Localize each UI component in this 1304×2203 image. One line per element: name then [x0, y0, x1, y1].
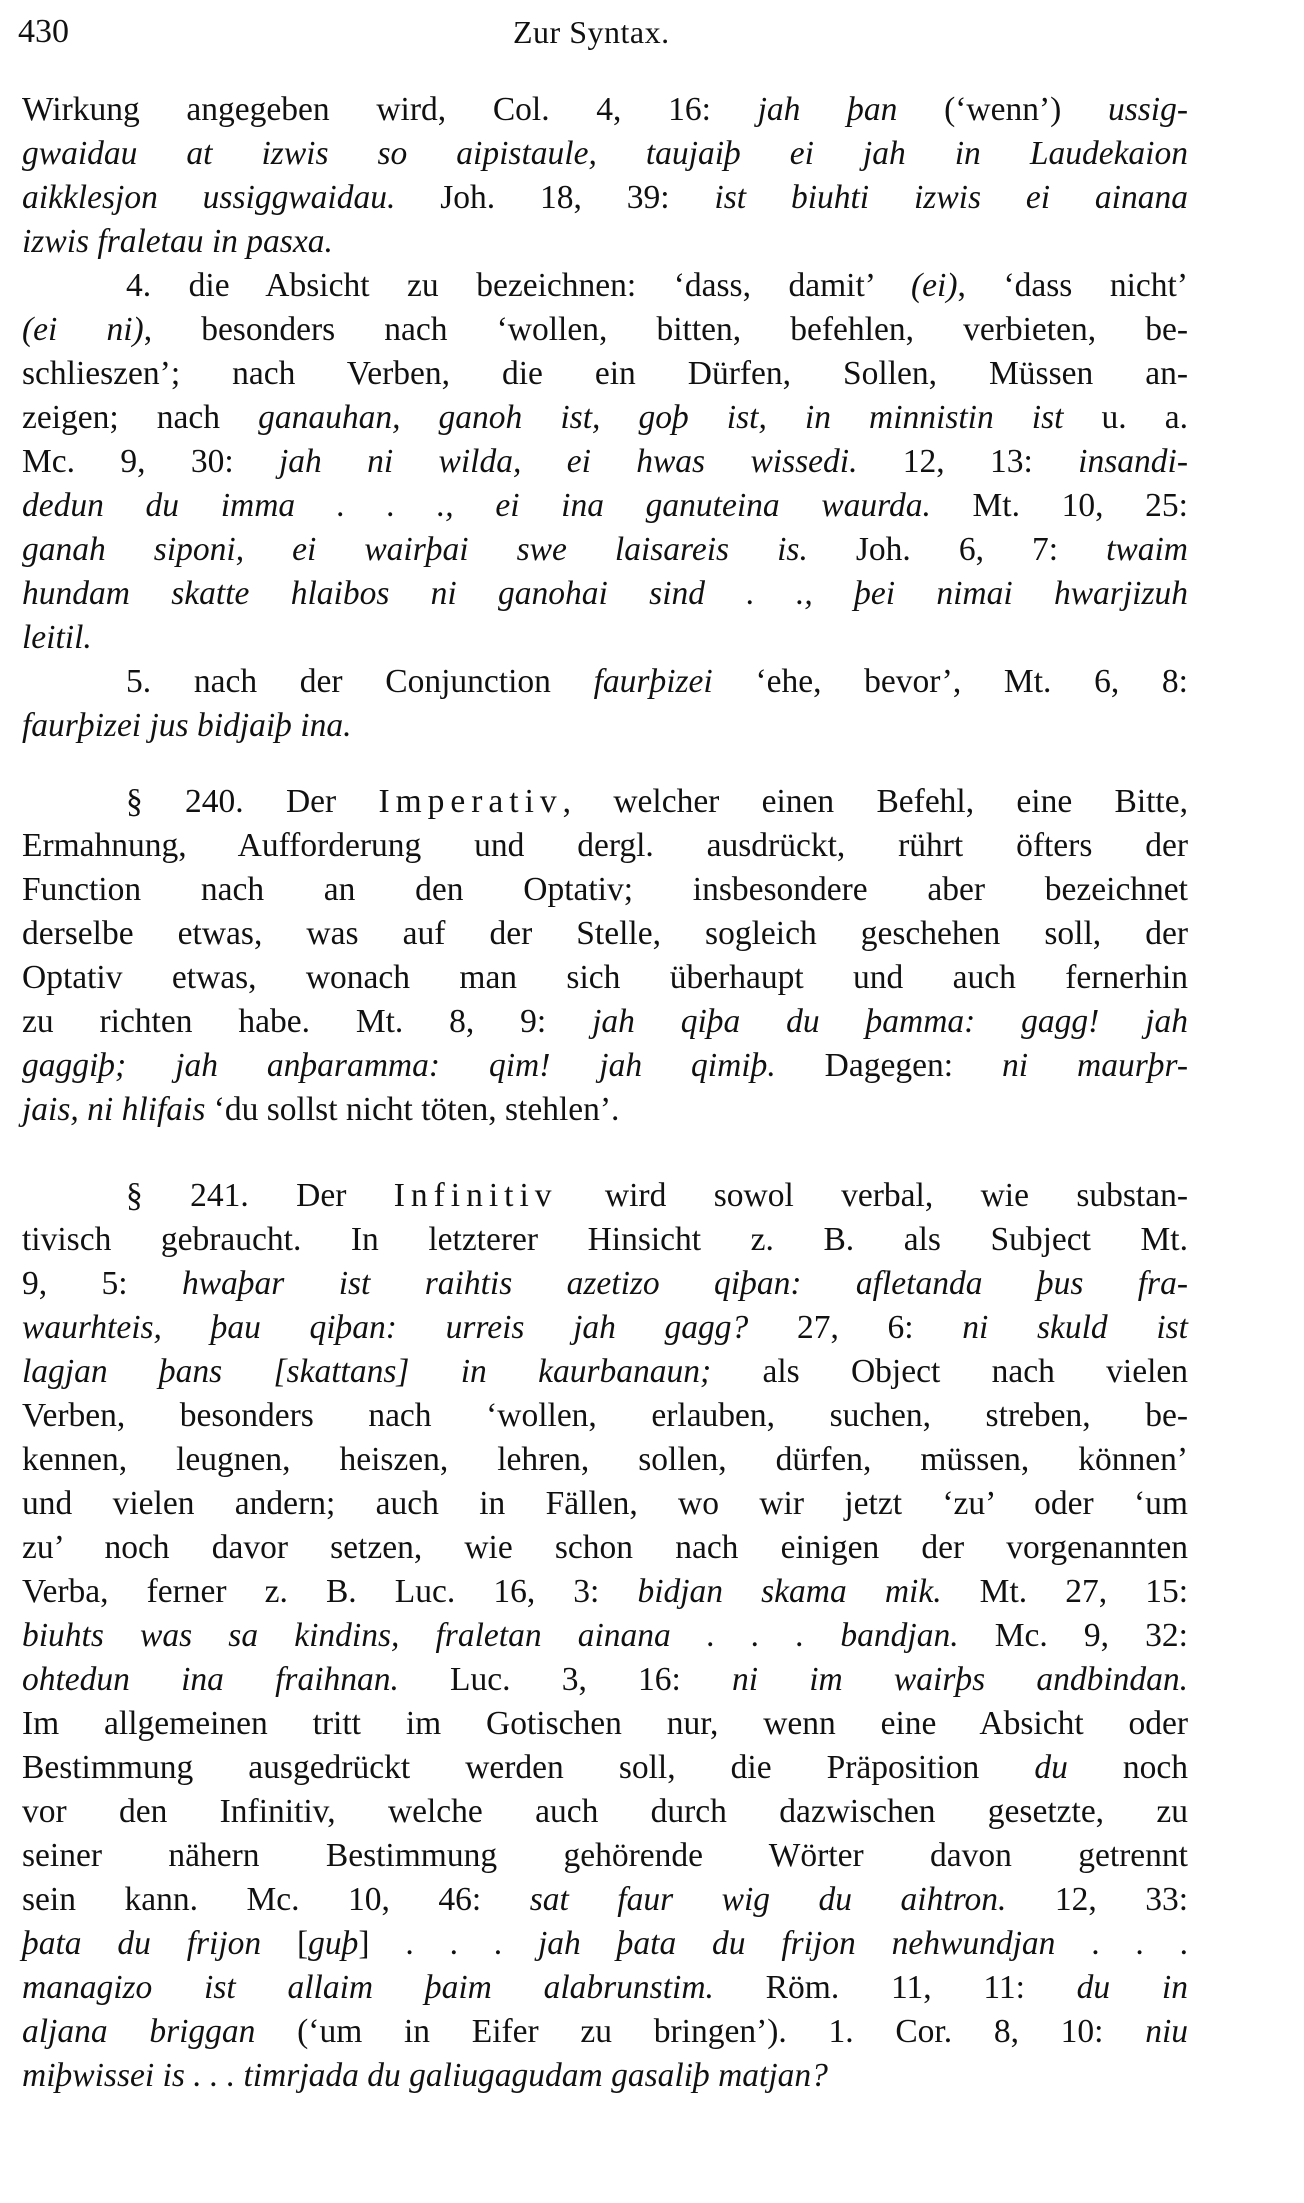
text-run: 27, 6: — [748, 1309, 963, 1346]
gothic-quote: faurþizei jus bidjaiþ ina. — [22, 707, 352, 744]
text-run: ‘du sollst nicht töten, stehlen’. — [205, 1091, 620, 1128]
gothic-quote: jah qiþa du þamma: gagg! jah — [592, 1003, 1188, 1040]
text-run: wird sowol verbal, wie substan- — [557, 1177, 1189, 1214]
text-line — [22, 308, 1188, 352]
text-line — [22, 1658, 1188, 1702]
text-line — [22, 660, 1188, 704]
running-head: Zur Syntax. — [513, 14, 670, 50]
gothic-quote: sat faur wig du aihtron. — [529, 1881, 1007, 1918]
text-run: zu’ noch davor setzen, wie schon nach einigen der vorgenannten — [22, 1529, 1188, 1566]
text-line — [22, 824, 1188, 868]
gothic-quote: insandi- — [1078, 443, 1188, 480]
text-line — [22, 1966, 1188, 2010]
text-line — [22, 1614, 1188, 1658]
text-line — [22, 528, 1188, 572]
text-line — [22, 2054, 1188, 2098]
gothic-quote: dedun du imma . . ., ei ina ganuteina waurda. — [22, 487, 931, 524]
text-run: (‘wenn’) — [897, 91, 1108, 128]
gothic-quote: du — [1034, 1749, 1068, 1786]
text-line — [22, 956, 1188, 1000]
text-line — [22, 2010, 1188, 2054]
gothic-quote: faurþizei — [593, 663, 713, 700]
gothic-quote: jah þata du frijon nehwundjan — [538, 1925, 1056, 1962]
gothic-quote: jah þan — [757, 91, 898, 128]
text-run: 12, 33: — [1006, 1881, 1189, 1918]
text-line — [22, 1570, 1188, 1614]
text-line — [22, 1482, 1188, 1526]
text-run: und vielen andern; auch in Fällen, wo wir jetzt ‘zu’ oder ‘um — [22, 1485, 1188, 1522]
text-run: 9, 5: — [22, 1265, 182, 1302]
gothic-quote: izwis fraletau in pasxa. — [22, 223, 333, 260]
text-line — [22, 1174, 1188, 1218]
text-run: Ermahnung, Aufforderung und dergl. ausdrückt, rührt öfters der — [22, 827, 1188, 864]
text-run: Röm. 11, 11: — [713, 1969, 1077, 2006]
gothic-quote: ni maurþr- — [1002, 1047, 1189, 1084]
text-run: Mc. 9, 30: — [22, 443, 279, 480]
text-run: Optativ etwas, wonach man sich überhaupt und auch fernerhin — [22, 959, 1188, 996]
text-line — [22, 1790, 1188, 1834]
text-run: seiner nähern Bestimmung gehörende Wörter davon getrennt — [22, 1837, 1188, 1874]
gothic-quote: lagjan þans [skattans] in kaurbanaun; — [22, 1353, 712, 1390]
text-run: ] . . . — [358, 1925, 538, 1962]
text-line — [22, 1394, 1188, 1438]
gothic-quote: du in — [1076, 1969, 1188, 2006]
text-run: , besonders nach ‘wollen, bitten, befehlen, verbieten, be- — [143, 311, 1189, 348]
text-line — [22, 1262, 1188, 1306]
text-line — [22, 780, 1188, 824]
text-line — [22, 88, 1188, 132]
text-run: sein kann. Mc. 10, 46: — [22, 1881, 530, 1918]
gothic-quote: gwaidau at izwis so aipistaule, taujaiþ ei jah in Laudekaion — [22, 135, 1188, 172]
text-line — [22, 1000, 1188, 1044]
text-run: , welcher einen Befehl, eine Bitte, — [562, 783, 1188, 820]
text-run: kennen, leugnen, heiszen, lehren, sollen, dürfen, müssen, können’ — [22, 1441, 1188, 1478]
text-line — [22, 1834, 1188, 1878]
text-line — [22, 572, 1188, 616]
gothic-quote: (ei) — [911, 267, 958, 304]
text-run: Verba, ferner z. B. Luc. 16, 3: — [22, 1573, 638, 1610]
text-run: Joh. 6, 7: — [807, 531, 1107, 568]
text-run: zu richten habe. Mt. 8, 9: — [22, 1003, 593, 1040]
gothic-quote: guþ — [308, 1925, 359, 1962]
text-line — [22, 1306, 1188, 1350]
text-line — [22, 704, 1188, 748]
text-run: Verben, besonders nach ‘wollen, erlauben, suchen, streben, be- — [22, 1397, 1188, 1434]
text-line — [22, 264, 1188, 308]
text-line — [22, 352, 1188, 396]
text-run: derselbe etwas, was auf der Stelle, sogleich geschehen soll, der — [22, 915, 1188, 952]
text-line — [22, 1088, 1188, 1132]
text-run: § 241. Der — [126, 1177, 394, 1214]
text-run: [ — [261, 1925, 309, 1962]
text-line — [22, 868, 1188, 912]
page-number: 430 — [18, 13, 69, 50]
gothic-quote: miþwissei is . . . timrjada du galiugagudam gasaliþ matjan? — [22, 2057, 828, 2094]
gothic-quote: ussig- — [1107, 91, 1189, 128]
text-run: (‘um in Eifer zu bringen’). 1. Cor. 8, 10: — [255, 2013, 1146, 2050]
text-line — [22, 220, 1188, 264]
gothic-quote: jah ni wilda, ei hwas wissedi. — [278, 443, 858, 480]
text-run: noch — [1067, 1749, 1188, 1786]
text-line — [22, 176, 1188, 220]
text-line — [22, 1350, 1188, 1394]
text-line — [22, 1922, 1188, 1966]
gothic-quote: bidjan skama mik. — [637, 1573, 942, 1610]
text-line — [22, 484, 1188, 528]
gothic-quote: biuhts was sa kindins, fraletan ainana . . . bandjan. — [22, 1617, 959, 1654]
gothic-quote: ohtedun ina fraihnan. — [22, 1661, 399, 1698]
text-run: Dagegen: — [775, 1047, 1002, 1084]
gothic-quote: leitil. — [22, 619, 92, 656]
gothic-quote: jais, ni hlifais — [22, 1091, 206, 1128]
text-run: Luc. 3, 16: — [398, 1661, 732, 1698]
text-line — [22, 1526, 1188, 1570]
text-run: Joh. 18, 39: — [395, 179, 715, 216]
text-line — [22, 616, 1188, 660]
gothic-quote: ni im wairþs andbindan. — [732, 1661, 1189, 1698]
text-run: als Object nach vielen — [711, 1353, 1188, 1390]
text-run: Mt. 10, 25: — [930, 487, 1188, 524]
emphasized-term: Imperativ — [378, 783, 563, 820]
text-run: tivisch gebraucht. In letzterer Hinsicht z. B. als Subject Mt. — [22, 1221, 1188, 1258]
emphasized-term: Infinitiv — [393, 1177, 558, 1214]
gothic-quote: ganauhan, ganoh ist, goþ ist, in minnistin ist — [258, 399, 1064, 436]
text-line — [22, 1044, 1188, 1088]
text-line — [22, 396, 1188, 440]
gothic-quote: aljana briggan — [22, 2013, 256, 2050]
gothic-quote: (ei ni) — [22, 311, 144, 348]
gothic-quote: waurhteis, þau qiþan: urreis jah gagg? — [22, 1309, 749, 1346]
text-line — [22, 1702, 1188, 1746]
text-run: Function nach an den Optativ; insbesondere aber bezeichnet — [22, 871, 1188, 908]
text-line — [22, 1218, 1188, 1262]
text-line — [22, 440, 1188, 484]
text-line — [22, 1746, 1188, 1790]
gothic-quote: ganah siponi, ei wairþai swe laisareis is. — [22, 531, 808, 568]
text-run: 4. die Absicht zu bezeichnen: ‘dass, damit’ — [126, 267, 912, 304]
text-run: Bestimmung ausgedrückt werden soll, die Präposition — [22, 1749, 1035, 1786]
text-line — [22, 912, 1188, 956]
text-run: 12, 13: — [857, 443, 1079, 480]
gothic-quote: hundam skatte hlaibos ni ganohai sind . ., þei nimai hwarjizuh — [22, 575, 1188, 612]
text-run: schlieszen’; nach Verben, die ein Dürfen, Sollen, Müssen an- — [22, 355, 1188, 392]
text-run: § 240. Der — [126, 783, 379, 820]
text-line — [22, 132, 1188, 176]
gothic-quote: gaggiþ; jah anþaramma: qim! jah qimiþ. — [22, 1047, 776, 1084]
gothic-quote: ist biuhti izwis ei ainana — [714, 179, 1188, 216]
text-run: . . . — [1055, 1925, 1189, 1962]
gothic-quote: hwaþar ist raihtis azetizo qiþan: afletanda þus fra- — [181, 1265, 1188, 1302]
text-run: vor den Infinitiv, welche auch durch dazwischen gesetzte, zu — [22, 1793, 1188, 1830]
text-run: , ‘dass nicht’ — [957, 267, 1188, 304]
text-line — [22, 1438, 1188, 1482]
text-run: Im allgemeinen tritt im Gotischen nur, wenn eine Absicht oder — [22, 1705, 1188, 1742]
text-run: Mt. 27, 15: — [941, 1573, 1188, 1610]
text-run: zeigen; nach — [22, 399, 259, 436]
gothic-quote: ni skuld ist — [962, 1309, 1188, 1346]
gothic-quote: managizo ist allaim þaim alabrunstim. — [22, 1969, 714, 2006]
text-run: 5. nach der Conjunction — [126, 663, 594, 700]
text-run: Wirkung angegeben wird, Col. 4, 16: — [22, 91, 758, 128]
gothic-quote: þata du frijon — [22, 1925, 262, 1962]
text-run: ‘ehe, bevor’, Mt. 6, 8: — [712, 663, 1188, 700]
text-run: Mc. 9, 32: — [958, 1617, 1188, 1654]
gothic-quote: niu — [1145, 2013, 1188, 2050]
gothic-quote: twaim — [1106, 531, 1188, 568]
gothic-quote: aikklesjon ussiggwaidau. — [22, 179, 396, 216]
text-run: u. a. — [1063, 399, 1188, 436]
text-line — [22, 1878, 1188, 1922]
